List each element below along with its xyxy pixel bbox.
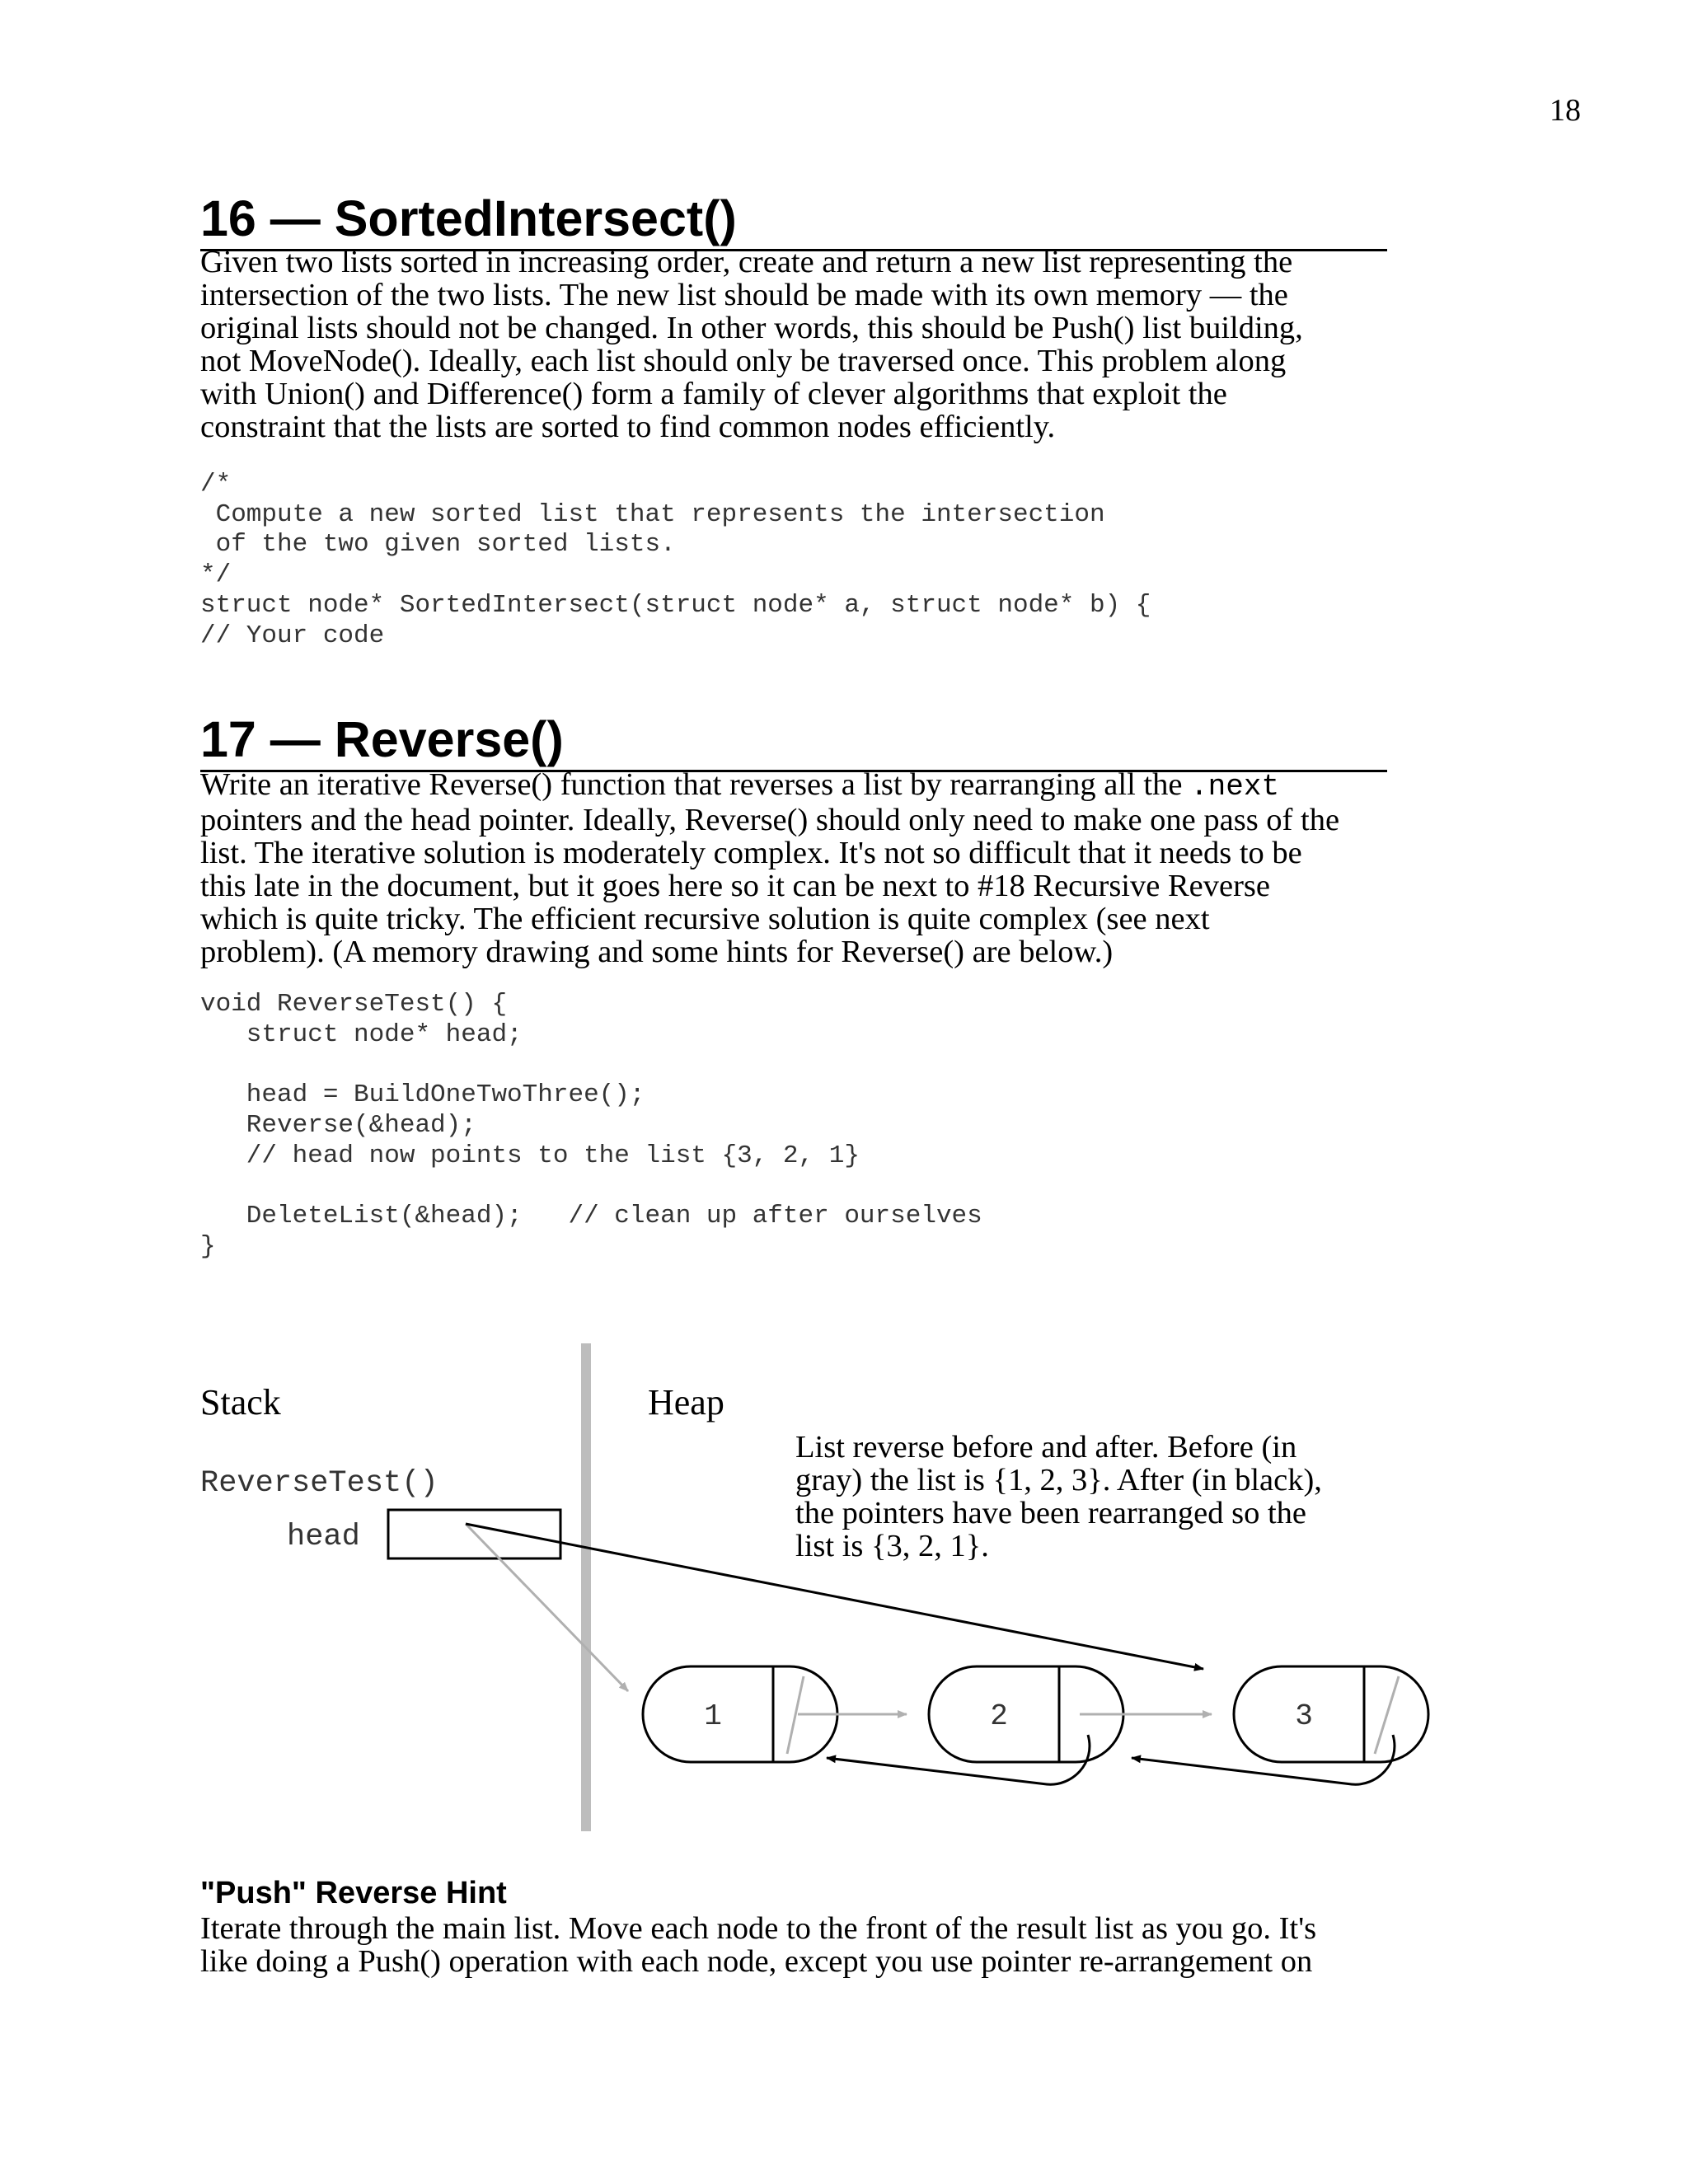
stack-label: Stack (200, 1382, 281, 1422)
paragraph-line: like doing a Push() operation with each node, except you use pointer re-arrangement on (200, 1944, 1313, 1979)
diagram-caption (795, 1430, 1330, 1563)
code-line: of the two given sorted lists. (200, 530, 676, 560)
code-line (200, 1171, 982, 1202)
caption-line: gray) the list is {1, 2, 3}. After (in black), (795, 1463, 1322, 1497)
code-line: Compute a new sorted list that represents the intersection (200, 499, 1105, 529)
paragraph-line: intersection of the two lists. The new list should be made with its own memory — the (200, 278, 1288, 312)
push-reverse-hint-heading: "Push" Reverse Hint (200, 1876, 507, 1910)
stack-heap-divider (581, 1343, 591, 1831)
paragraph-line: pointers and the head pointer. Ideally, Reverse() should only need to make one pass of the (200, 803, 1340, 837)
section-17-heading: 17 — Reverse() (200, 710, 1387, 772)
heap-label: Heap (648, 1382, 724, 1422)
paragraph-line: list. The iterative solution is moderately complex. It's not so difficult that it needs to be (200, 836, 1302, 870)
section-17-code-block (200, 990, 982, 1262)
paragraph-line: Given two lists sorted in increasing order, create and return a new list representing the (200, 245, 1293, 279)
paragraph-line: which is quite tricky. The efficient recursive solution is quite complex (see next (200, 902, 1210, 936)
caption-line: the pointers have been rearranged so the (795, 1496, 1307, 1530)
paragraph-line: this late in the document, but it goes here so it can be next to #18 Recursive Reverse (200, 869, 1270, 903)
paragraph-line-text: Write an iterative Reverse() function that reverses a list by rearranging all the (200, 767, 1191, 802)
code-line: head = BuildOneTwoThree(); (200, 1080, 645, 1110)
section-16-paragraph (200, 246, 1404, 443)
caption-line: List reverse before and after. Before (in (795, 1430, 1297, 1465)
code-line: // head now points to the list {3, 2, 1} (200, 1141, 860, 1170)
head-variable-label: head (287, 1520, 360, 1554)
list-node-3 (1234, 1666, 1428, 1762)
paragraph-line: not MoveNode(). Ideally, each list should only be traversed once. This problem along (200, 344, 1287, 378)
paragraph-line: original lists should not be changed. In other words, this should be Push() list building, (200, 311, 1303, 345)
inline-code: .next (1190, 770, 1280, 804)
gray-head-pointer-arrow (466, 1524, 628, 1691)
node-value: 2 (990, 1699, 1008, 1733)
section-16-code-block (200, 470, 1151, 651)
section-16-heading: 16 — SortedIntersect() (200, 190, 1387, 251)
paragraph-line: constraint that the lists are sorted to find common nodes efficiently. (200, 410, 1056, 444)
stack-frame-label: ReverseTest() (200, 1466, 438, 1501)
code-line (200, 1050, 982, 1080)
code-line: struct node* SortedIntersect(struct node* a, struct node* b) { (200, 590, 1151, 620)
code-line: DeleteList(&head); // clean up after ourselves (200, 1201, 982, 1230)
caption-line: list is {3, 2, 1}. (795, 1529, 989, 1563)
code-line: void ReverseTest() { (200, 990, 508, 1019)
push-reverse-hint-paragraph (200, 1912, 1404, 1978)
code-line: */ (200, 560, 232, 590)
memory-diagram (0, 1319, 1688, 1863)
code-line: // Your code (200, 621, 385, 650)
paragraph-line: problem). (A memory drawing and some hints for Reverse() are below.) (200, 935, 1114, 969)
code-line: struct node* head; (200, 1019, 523, 1049)
paragraph-line: Iterate through the main list. Move each node to the front of the result list as you go. It's (200, 1911, 1317, 1946)
code-line: Reverse(&head); (200, 1110, 476, 1140)
node-value: 3 (1295, 1699, 1313, 1733)
section-17-paragraph (200, 768, 1404, 968)
page-number: 18 (1550, 93, 1581, 128)
code-line: } (200, 1231, 216, 1261)
paragraph-line (200, 768, 1404, 804)
code-line: /* (200, 470, 232, 499)
paragraph-line: with Union() and Difference() form a family of clever algorithms that exploit the (200, 377, 1227, 411)
node-value: 1 (704, 1699, 722, 1733)
